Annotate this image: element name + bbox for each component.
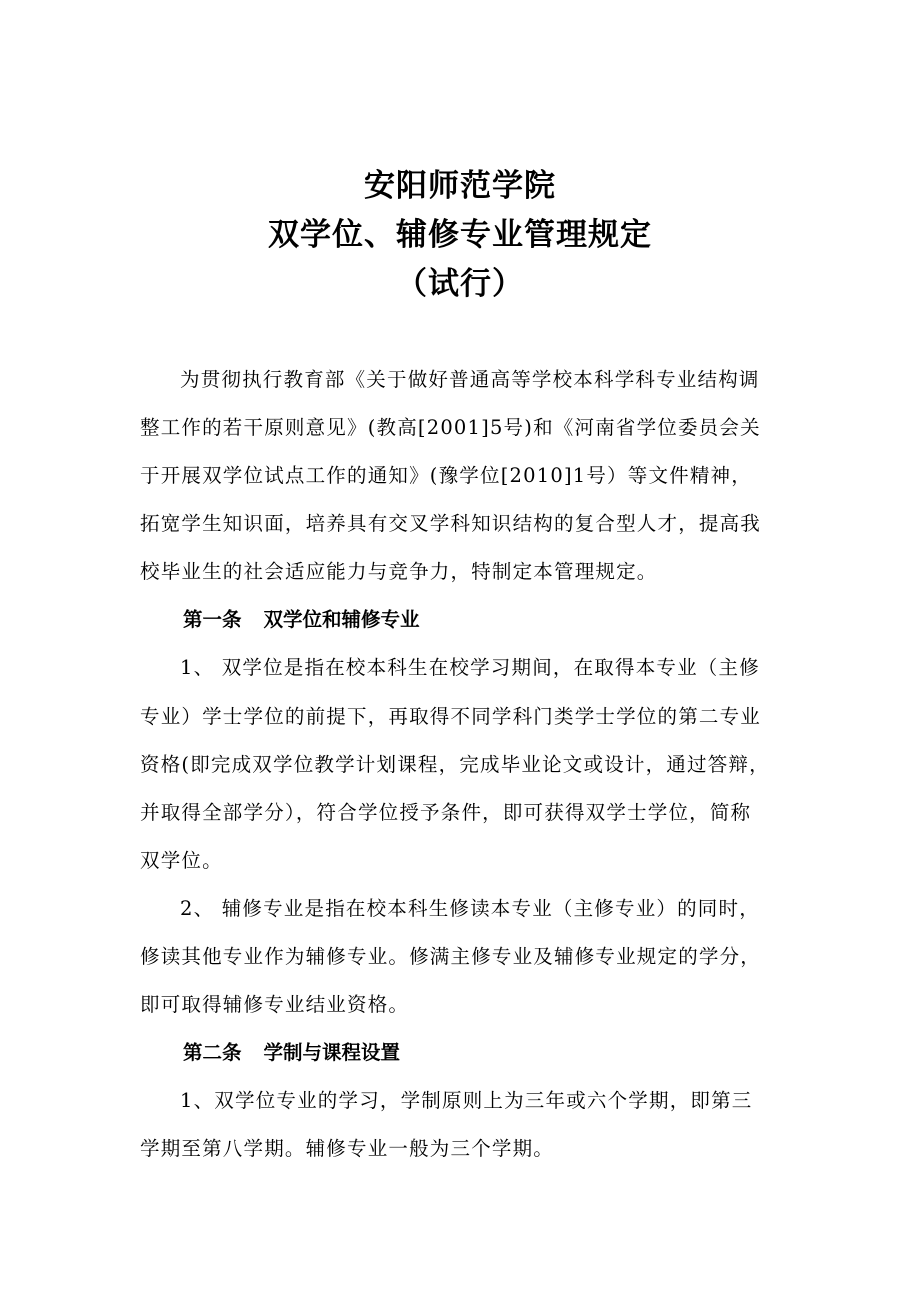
paragraph-line: 修读其他专业作为辅修专业。修满主修专业及辅修专业规定的学分， bbox=[140, 945, 762, 968]
paragraph-line: 1、双学位专业的学习，学制原则上为三年或六个学期，即第三 bbox=[180, 1089, 753, 1112]
preamble-line: 于开展双学位试点工作的通知》(豫学位[2010]1号）等文件精神， bbox=[140, 464, 752, 487]
paragraph-line: 资格(即完成双学位教学计划课程，完成毕业论文或设计，通过答辩， bbox=[140, 753, 770, 776]
paragraph-line: 2、 辅修专业是指在校本科生修读本专业（主修专业）的同时， bbox=[180, 897, 760, 920]
title-institution: 安阳师范学院 bbox=[364, 168, 556, 204]
paragraph-line: 即可取得辅修专业结业资格。 bbox=[140, 993, 410, 1016]
paragraph-line: 双学位。 bbox=[140, 849, 223, 872]
preamble-line: 校毕业生的社会适应能力与竞争力，特制定本管理规定。 bbox=[140, 560, 658, 583]
article-title: 双学位和辅修专业 bbox=[263, 608, 420, 631]
title-trial: （试行） bbox=[396, 266, 524, 302]
preamble-line: 拓宽学生知识面，培养具有交叉学科知识结构的复合型人才，提高我 bbox=[140, 512, 762, 535]
paragraph-line: 并取得全部学分），符合学位授予条件，即可获得双学士学位，简称 bbox=[140, 801, 752, 824]
article-1-heading bbox=[183, 606, 420, 634]
preamble-line: 整工作的若干原则意见》(教高[2001]5号)和《河南省学位委员会关 bbox=[140, 416, 761, 439]
paragraph-line: 1、 双学位是指在校本科生在校学习期间，在取得本专业（主修 bbox=[180, 656, 760, 679]
paragraph-line: 学期至第八学期。辅修专业一般为三个学期。 bbox=[140, 1137, 555, 1160]
article-number: 第二条 bbox=[183, 1041, 242, 1064]
title-regulation: 双学位、辅修专业管理规定 bbox=[268, 217, 652, 253]
article-2-heading bbox=[183, 1039, 400, 1067]
article-number: 第一条 bbox=[183, 608, 242, 631]
article-title: 学制与课程设置 bbox=[263, 1041, 401, 1064]
preamble-line: 为贯彻执行教育部《关于做好普通高等学校本科学科专业结构调 bbox=[180, 368, 760, 391]
paragraph-line: 专业）学士学位的前提下，再取得不同学科门类学士学位的第二专业 bbox=[140, 705, 762, 728]
